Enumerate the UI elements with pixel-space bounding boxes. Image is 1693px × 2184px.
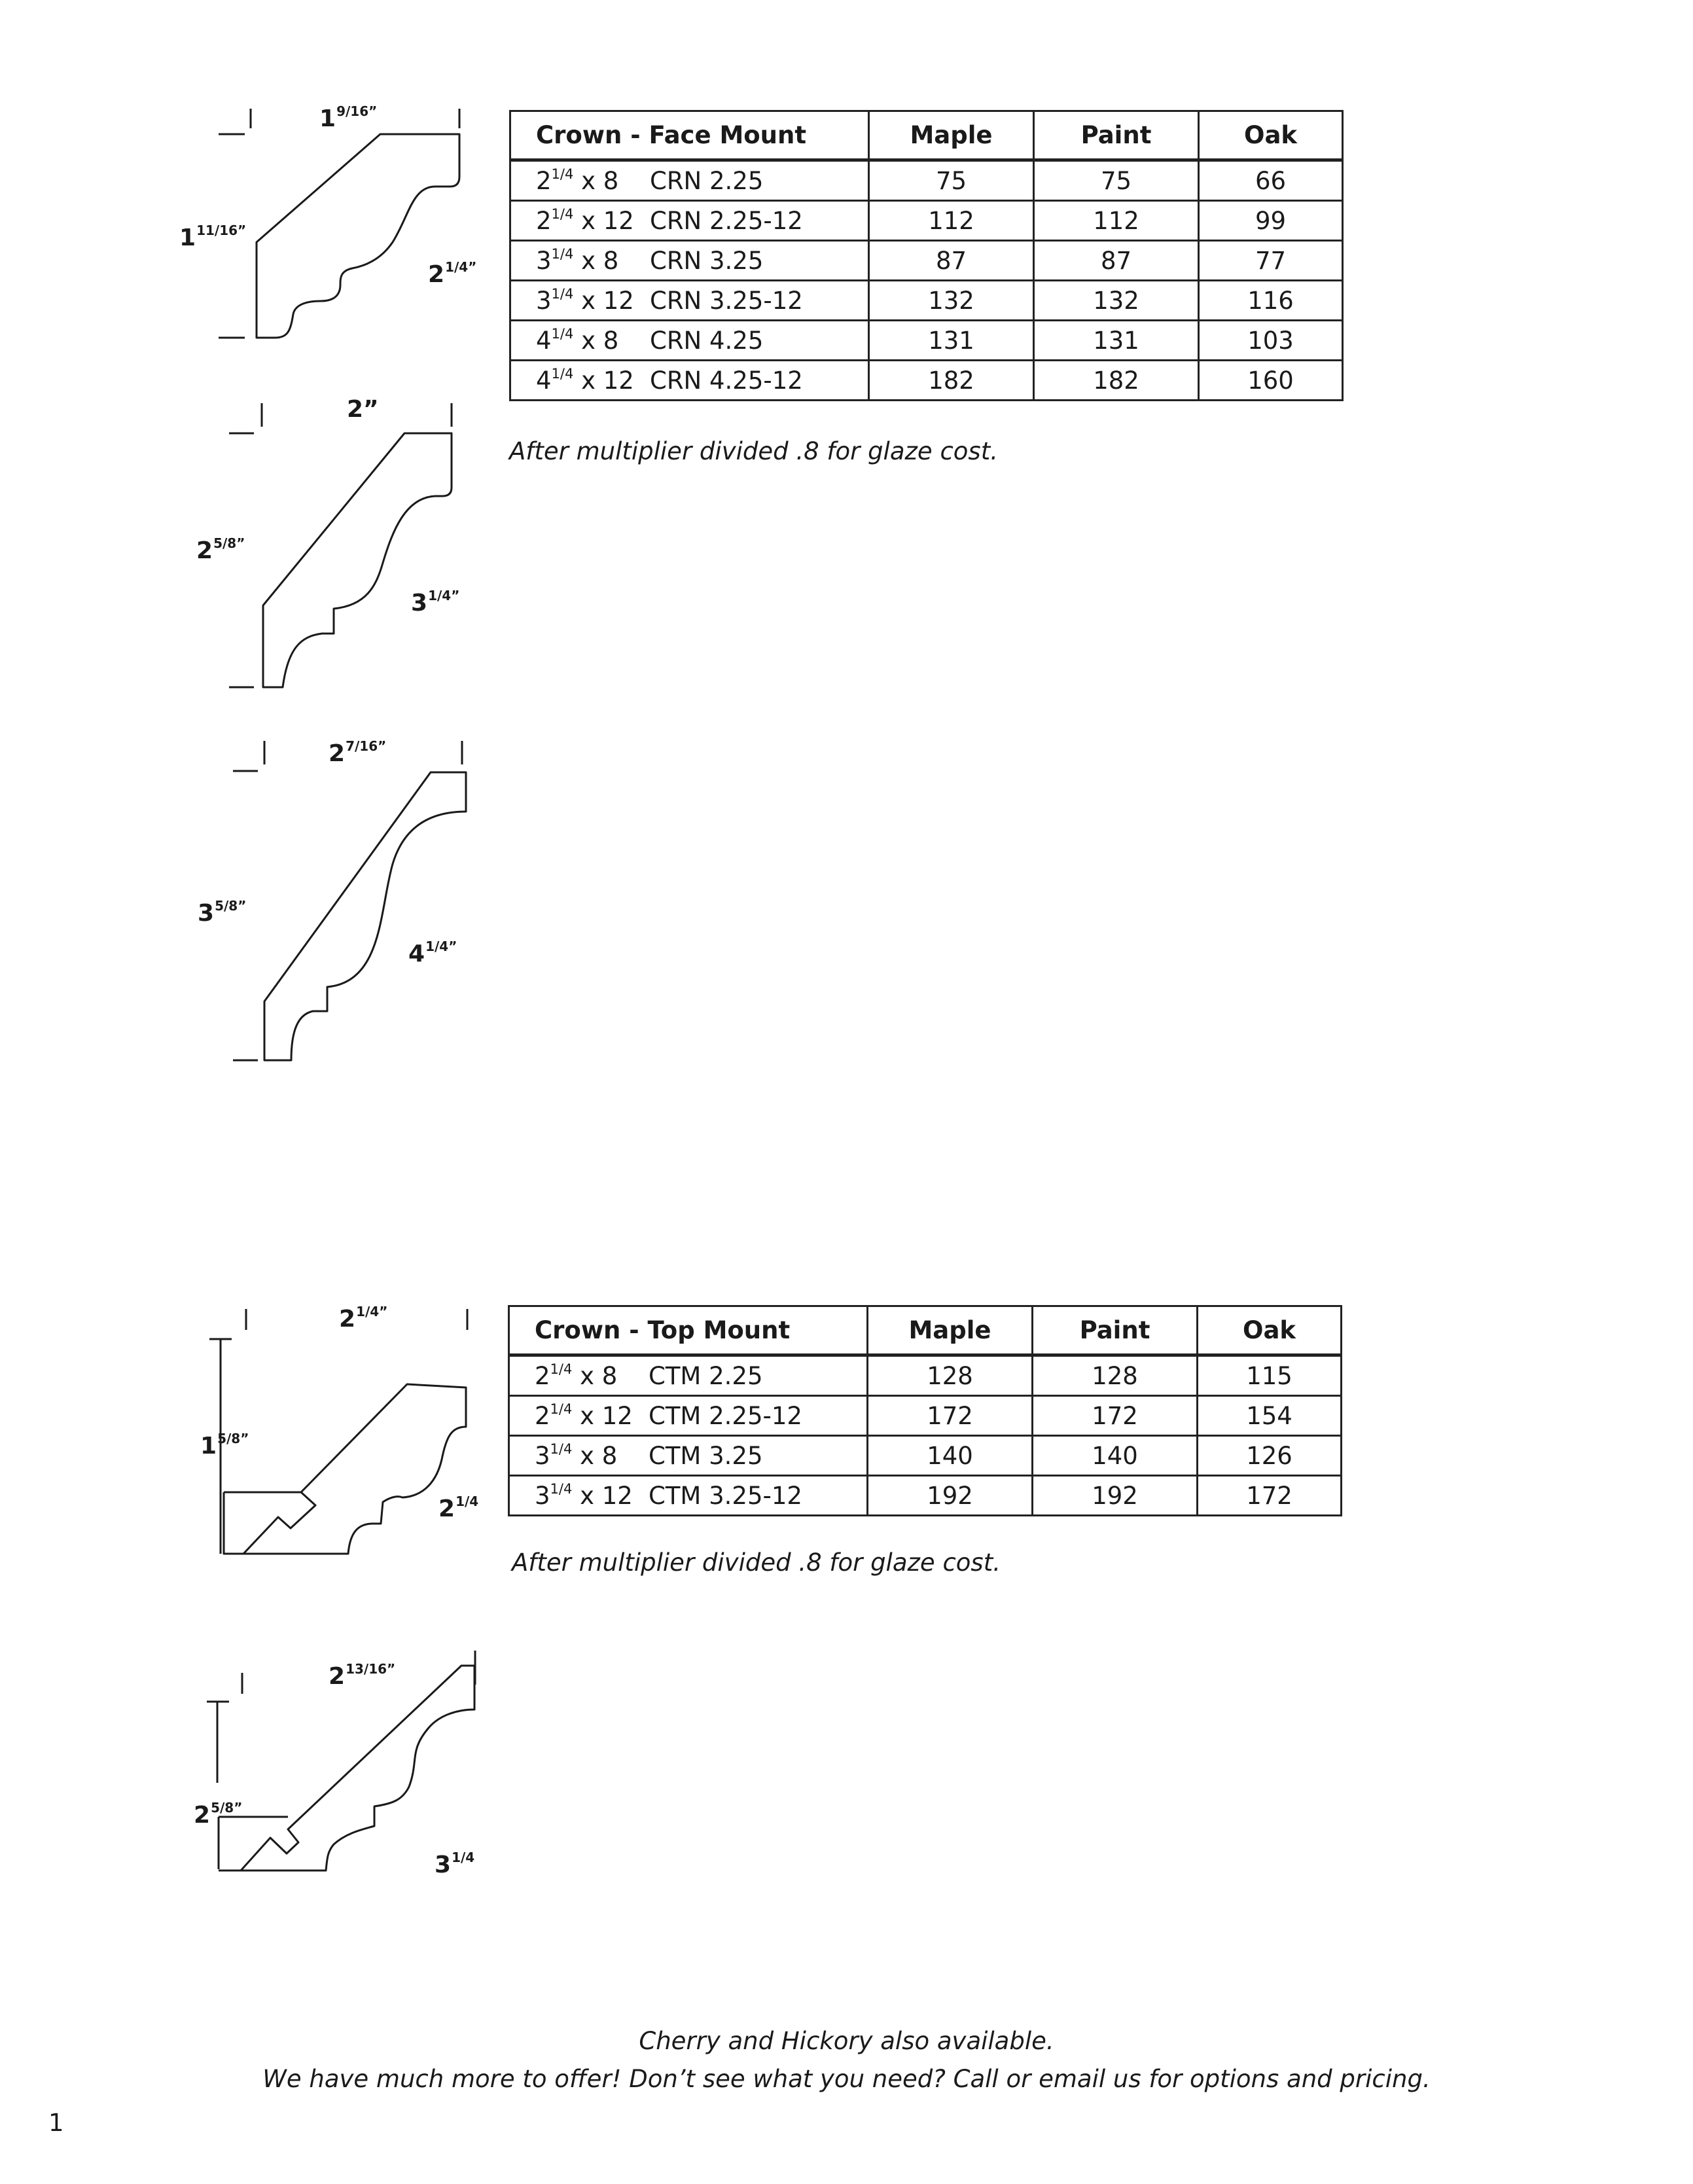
item-code: CTM 3.25-12: [649, 1482, 802, 1510]
maple-price: 132: [869, 281, 1034, 321]
item-code: CTM 2.25-12: [649, 1402, 802, 1430]
paint-price: 131: [1034, 321, 1199, 361]
oak-price: 172: [1198, 1476, 1342, 1516]
header-product: Crown - Face Mount: [510, 111, 869, 160]
paint-price: 75: [1034, 160, 1199, 201]
size-dimension: $3^{1/4}$ x 12: [535, 1481, 633, 1510]
header-oak: Oak: [1198, 1306, 1342, 1355]
page-number: 1: [48, 2109, 64, 2137]
item-code: CRN 2.25-12: [650, 207, 803, 235]
profile-ctm-2-25-top-dim: $2^{1/4”}$: [339, 1304, 388, 1333]
paint-price: 87: [1034, 241, 1199, 281]
size-dimension: $4^{1/4}$ x 8: [536, 326, 619, 355]
profile-crn-3-25-top-dim: 2”: [347, 396, 379, 423]
profile-ctm-3-25-height-dim: $2^{5/8”}$: [194, 1800, 243, 1829]
size-dimension: $2^{1/4}$ x 12: [535, 1401, 633, 1430]
paint-price: 140: [1033, 1436, 1198, 1476]
paint-price: 182: [1034, 361, 1199, 401]
profile-ctm-3-25-top-dim: $2^{13/16”}$: [329, 1661, 396, 1690]
profile-crn-4-25-top-dim: $2^{7/16”}$: [329, 738, 387, 767]
maple-price: 128: [868, 1355, 1033, 1396]
footer-availability-note: Cherry and Hickory also available.: [639, 2027, 1054, 2055]
paint-price: 172: [1033, 1396, 1198, 1436]
size-cell: [509, 1396, 868, 1436]
paint-price: 192: [1033, 1476, 1198, 1516]
profile-crn-2-25-height-dim: $1^{11/16”}$: [179, 223, 247, 251]
item-code: CRN 2.25: [650, 167, 764, 195]
size-dimension: $3^{1/4}$ x 8: [535, 1441, 618, 1470]
header-oak: Oak: [1199, 111, 1343, 160]
oak-price: 154: [1198, 1396, 1342, 1436]
maple-price: 75: [869, 160, 1034, 201]
item-code: CRN 4.25: [650, 327, 764, 355]
item-code: CTM 3.25: [649, 1442, 763, 1470]
profile-crn-3-25-height-dim: $2^{5/8”}$: [196, 535, 245, 564]
profile-crn-2-25-face-dim: $2^{1/4”}$: [428, 259, 477, 288]
header-product: Crown - Top Mount: [509, 1306, 868, 1355]
paint-price: 128: [1033, 1355, 1198, 1396]
oak-price: 99: [1199, 201, 1343, 241]
size-dimension: $3^{1/4}$ x 12: [536, 286, 634, 315]
oak-price: 77: [1199, 241, 1343, 281]
size-dimension: $2^{1/4}$ x 8: [536, 166, 619, 195]
size-cell: [509, 1436, 868, 1476]
item-code: CRN 3.25-12: [650, 287, 803, 315]
table-header-row: [509, 1306, 1342, 1355]
maple-price: 112: [869, 201, 1034, 241]
profile-crn-3-25-face-dim: $3^{1/4”}$: [411, 588, 460, 617]
profile-crn-4-25-height-dim: $3^{5/8”}$: [198, 898, 247, 927]
maple-price: 192: [868, 1476, 1033, 1516]
item-code: CRN 3.25: [650, 247, 764, 275]
table-row: [509, 1355, 1342, 1396]
oak-price: 115: [1198, 1355, 1342, 1396]
maple-price: 182: [869, 361, 1034, 401]
profile-crn-2-25-top-dim: $1^{9/16”}$: [319, 103, 378, 132]
top-mount-glaze-note: After multiplier divided .8 for glaze cost.: [512, 1548, 1001, 1577]
profile-ctm-3-25-face-dim: $3^{1/4}$: [435, 1850, 475, 1878]
table-row: [509, 1396, 1342, 1436]
size-dimension: $3^{1/4}$ x 8: [536, 246, 619, 275]
maple-price: 87: [869, 241, 1034, 281]
header-paint: Paint: [1033, 1306, 1198, 1355]
oak-price: 66: [1199, 160, 1343, 201]
maple-price: 172: [868, 1396, 1033, 1436]
profile-ctm-2-25-face-dim: $2^{1/4}$: [438, 1494, 479, 1522]
table-row: [509, 1476, 1342, 1516]
size-dimension: $2^{1/4}$ x 12: [536, 206, 634, 235]
size-dimension: $2^{1/4}$ x 8: [535, 1361, 618, 1390]
size-dimension: $4^{1/4}$ x 12: [536, 366, 634, 395]
maple-price: 140: [868, 1436, 1033, 1476]
oak-price: 116: [1199, 281, 1343, 321]
face-mount-glaze-note: After multiplier divided .8 for glaze cost.: [509, 437, 998, 465]
header-maple: Maple: [868, 1306, 1033, 1355]
profile-ctm-2-25-height-dim: $1^{5/8”}$: [200, 1431, 249, 1459]
maple-price: 131: [869, 321, 1034, 361]
table-row: [509, 1436, 1342, 1476]
footer-contact-note: We have much more to offer! Don’t see what you need? Call or email us for options and pricing.: [262, 2065, 1431, 2093]
size-cell: [509, 1355, 868, 1396]
oak-price: 103: [1199, 321, 1343, 361]
oak-price: 126: [1198, 1436, 1342, 1476]
paint-price: 132: [1034, 281, 1199, 321]
item-code: CRN 4.25-12: [650, 367, 803, 395]
oak-price: 160: [1199, 361, 1343, 401]
profile-crn-4-25-face-dim: $4^{1/4”}$: [408, 939, 457, 967]
size-cell: [509, 1476, 868, 1516]
paint-price: 112: [1034, 201, 1199, 241]
header-maple: Maple: [869, 111, 1034, 160]
item-code: CTM 2.25: [649, 1362, 763, 1390]
header-paint: Paint: [1034, 111, 1199, 160]
crown-top-mount-price-table: [508, 1305, 1342, 1516]
